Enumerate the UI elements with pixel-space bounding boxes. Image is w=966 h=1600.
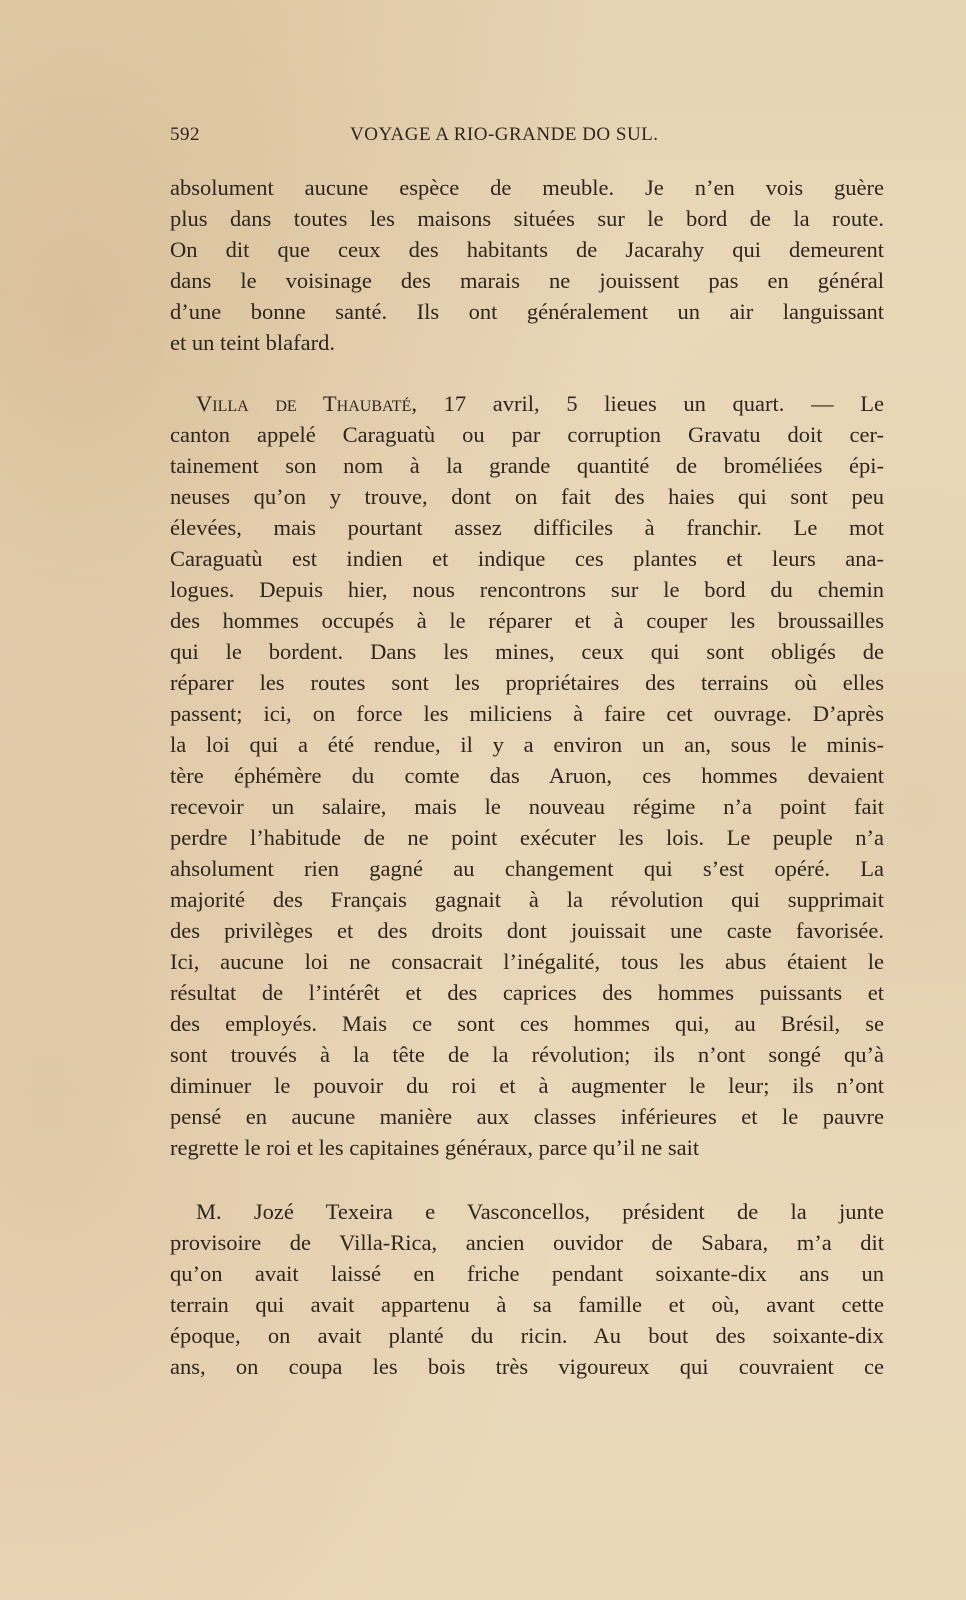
page-number: 592 [170,124,200,145]
text-line: terrain qui avait appartenu à sa famille et où, avant cette [170,1292,884,1317]
text-line: qu’on avait laissé en friche pendant soixante-dix ans un [170,1261,884,1286]
text-line: ans, on coupa les bois très vigoureux qui couvraient ce [170,1354,884,1379]
entry-heading-line [170,388,884,419]
text-line: regrette le roi et les capitaines généraux, parce qu’il ne sait [170,1135,700,1160]
text-line: On dit que ceux des habitants de Jacarahy qui demeurent [170,237,884,262]
text-line: d’une bonne santé. Ils ont généralement un air languissant [170,299,884,324]
text-line: diminuer le pouvoir du roi et à augmenter le leur; ils n’ont [170,1073,884,1098]
text-line: des privilèges et des droits dont jouissait une caste favorisée. [170,918,884,943]
text-line: plus dans toutes les maisons situées sur le bord de la route. [170,206,884,231]
entry-heading: Villa de Thaubaté, [196,391,417,416]
text-line: réparer les routes sont les propriétaires des terrains où elles [170,670,884,695]
text-line: logues. Depuis hier, nous rencontrons sur le bord du chemin [170,577,884,602]
text-line: des employés. Mais ce sont ces hommes qui, au Brésil, se [170,1011,884,1036]
text-line: résultat de l’intérêt et des caprices des hommes puissants et [170,980,884,1005]
text-line: tère éphémère du comte das Aruon, ces hommes devaient [170,763,884,788]
text-line: élevées, mais pourtant assez difficiles à franchir. Le mot [170,515,884,540]
running-title: VOYAGE A RIO-GRANDE DO SUL. [350,124,659,145]
text-line: époque, on avait planté du ricin. Au bout des soixante-dix [170,1323,884,1348]
text-line: perdre l’habitude de ne point exécuter les lois. Le peuple n’a [170,825,884,850]
text-line: la loi qui a été rendue, il y a environ un an, sous le minis- [170,732,884,757]
text-line: Caraguatù est indien et indique ces plantes et leurs ana- [170,546,884,571]
entry-heading-rest: 17 avril, 5 lieues un quart. — Le [416,391,884,416]
text-line: M. Jozé Texeira e Vasconcellos, président de la junte [196,1199,884,1224]
running-head [170,124,884,152]
text-line: Ici, aucune loi ne consacrait l’inégalité, tous les abus étaient le [170,949,884,974]
text-line: dans le voisinage des marais ne jouissent pas en général [170,268,884,293]
text-line: canton appelé Caraguatù ou par corruption Gravatu doit cer- [170,422,884,447]
text-line: pensé en aucune manière aux classes inférieures et le pauvre [170,1104,884,1129]
text-line: ahsolument rien gagné au changement qui s’est opéré. La [170,856,884,881]
text-line: tainement son nom à la grande quantité de broméliées épi- [170,453,884,478]
paragraph-2-thaubate-entry [170,388,884,1163]
paragraph-3 [170,1196,884,1382]
text-line: neuses qu’on y trouve, dont on fait des haies qui sont peu [170,484,884,509]
text-line: et un teint blafard. [170,330,335,355]
text-line: recevoir un salaire, mais le nouveau régime n’a point fait [170,794,884,819]
text-line: qui le bordent. Dans les mines, ceux qui sont obligés de [170,639,884,664]
text-line: majorité des Français gagnait à la révolution qui supprimait [170,887,884,912]
text-line: absolument aucune espèce de meuble. Je n’en vois guère [170,175,884,200]
text-line: sont trouvés à la tête de la révolution; ils n’ont songé qu’à [170,1042,884,1067]
paragraph-1 [170,172,884,358]
text-line: passent; ici, on force les miliciens à faire cet ouvrage. D’après [170,701,884,726]
text-line: des hommes occupés à le réparer et à couper les broussailles [170,608,884,633]
text-line: provisoire de Villa-Rica, ancien ouvidor de Sabara, m’a dit [170,1230,884,1255]
